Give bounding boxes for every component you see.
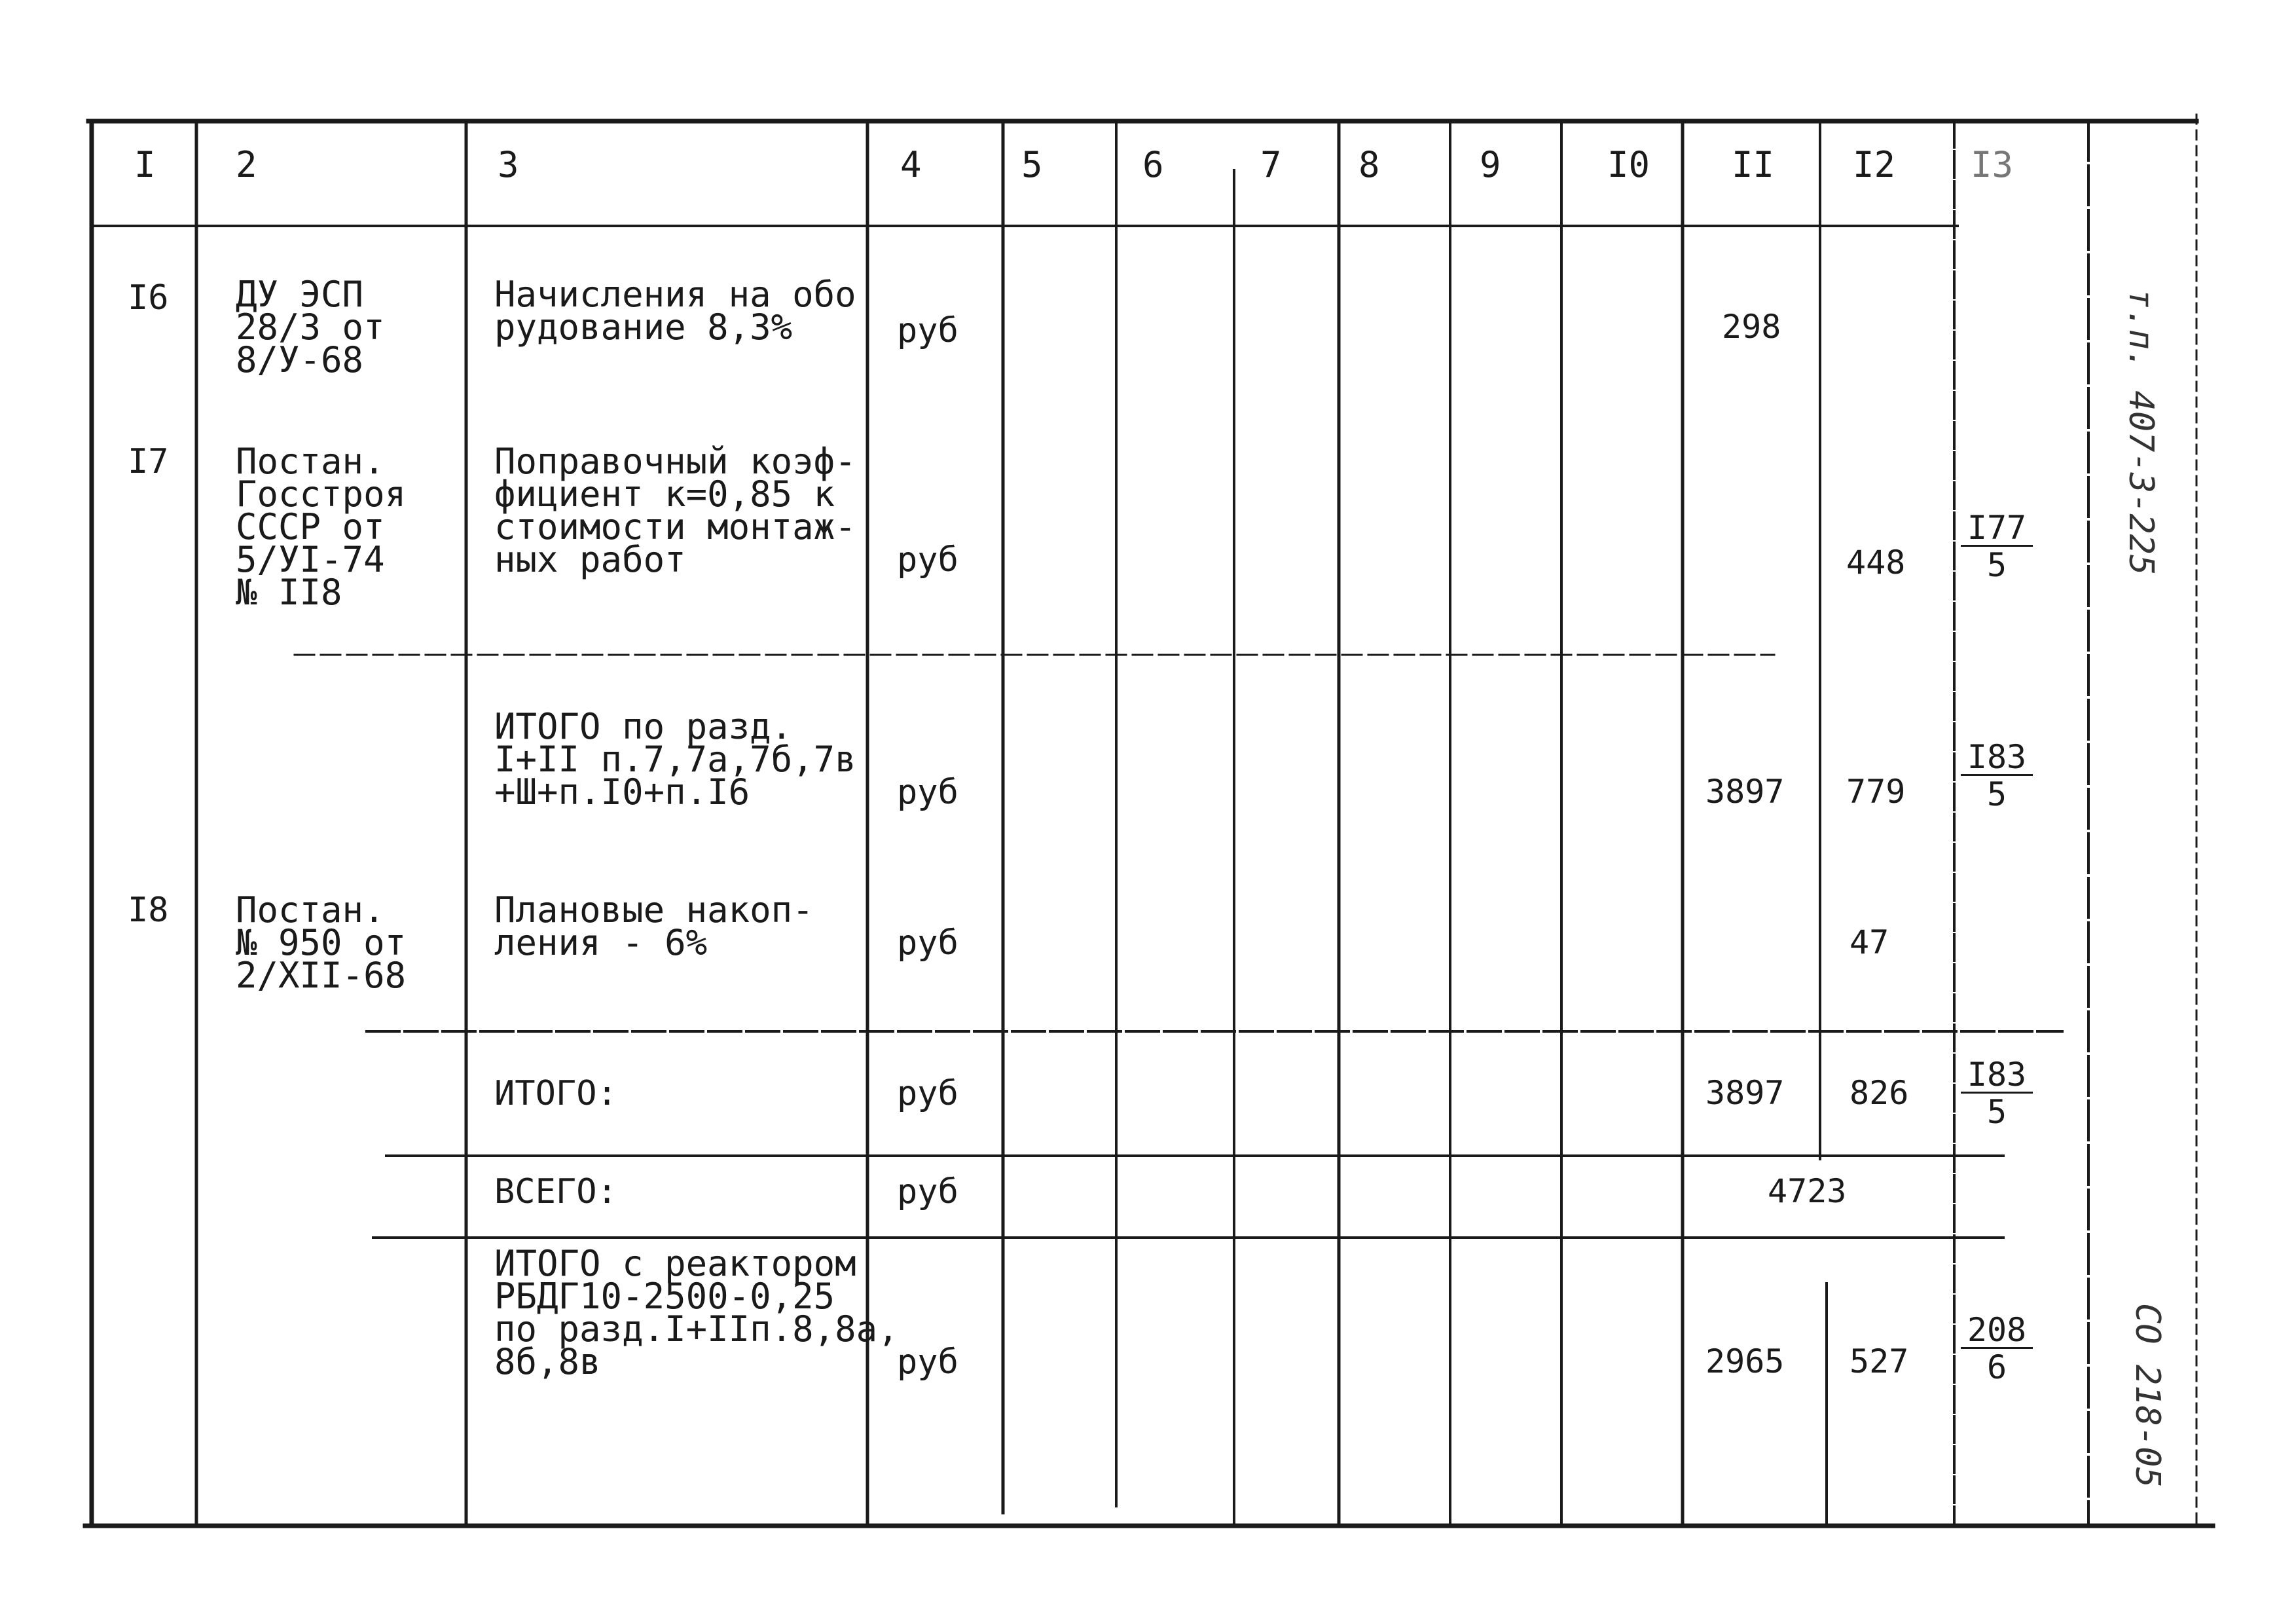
row-name: ИТОГО: <box>494 1074 617 1113</box>
fraction-numerator: I83 <box>1961 740 2033 776</box>
row-col-12: 47 <box>1850 923 1889 961</box>
row-unit: руб <box>897 1342 958 1382</box>
header-col-7: 7 <box>1260 144 1282 185</box>
row-number: I7 <box>128 442 169 481</box>
header-col-4: 4 <box>900 144 922 185</box>
header-col-12: I2 <box>1853 144 1896 185</box>
header-col-13: I3 <box>1971 144 2014 185</box>
fraction-denominator: 5 <box>1986 775 2007 813</box>
header-col-1: I <box>134 144 156 185</box>
header-col-6: 6 <box>1142 144 1164 185</box>
row-basis: Постан. Госстроя СССР от 5/УI-74 № II8 <box>236 441 407 613</box>
row-col-12: 448 <box>1846 544 1906 581</box>
row-col-11: 3897 <box>1705 773 1785 811</box>
row-name: ИТОГО с реактором РБДГ10-2500-0,25 по разд.I+IIп.8,8а, 8б,8в <box>494 1243 899 1382</box>
fraction-numerator: 208 <box>1961 1313 2033 1349</box>
side-stamp-top: т.п. 407-3-225 <box>2121 288 2160 576</box>
row-unit: руб <box>897 311 958 350</box>
header-col-3: 3 <box>498 144 519 185</box>
row-col-11: 298 <box>1722 308 1781 346</box>
row-unit: руб <box>897 1074 958 1113</box>
row-name: Плановые накоп- ления - 6% <box>494 889 814 963</box>
row-col-11: 2965 <box>1705 1342 1785 1380</box>
grand-total: 4723 <box>1768 1172 1847 1210</box>
row-col-12: 527 <box>1850 1342 1909 1380</box>
row-name: Поправочный коэф- фициент к=0,85 к стоимости монтаж- ных работ <box>494 441 856 580</box>
header-col-9: 9 <box>1480 144 1501 185</box>
row-unit: руб <box>897 540 958 580</box>
row-basis: Постан. № 950 от 2/XII-68 <box>236 889 407 996</box>
row-col-12: 779 <box>1846 773 1906 811</box>
fraction-numerator: I83 <box>1961 1058 2033 1094</box>
side-stamp-bottom: СО 218-05 <box>2128 1303 2167 1488</box>
row-col-13 <box>1961 740 2033 813</box>
row-basis: ДУ ЭСП 28/3 от 8/У-68 <box>236 274 385 380</box>
row-col-11: 3897 <box>1705 1074 1785 1112</box>
row-number: I6 <box>128 278 169 318</box>
fraction-denominator: 6 <box>1986 1348 2007 1386</box>
fraction-numerator: I77 <box>1961 511 2033 547</box>
row-unit: руб <box>897 773 958 812</box>
header-col-8: 8 <box>1358 144 1380 185</box>
row-col-13 <box>1961 1313 2033 1386</box>
fraction-denominator: 5 <box>1986 1093 2007 1131</box>
header-col-10: I0 <box>1607 144 1650 185</box>
row-col-13 <box>1961 511 2033 583</box>
row-number: I8 <box>128 891 169 930</box>
row-name: ИТОГО по разд. I+II п.7,7а,7б,7в +Ш+п.I0+п.I6 <box>494 706 856 813</box>
row-unit: руб <box>897 923 958 963</box>
row-unit: руб <box>897 1172 958 1211</box>
row-col-13 <box>1961 1058 2033 1130</box>
row-name: Начисления на обо рудование 8,3% <box>494 274 856 348</box>
row-name: ВСЕГО: <box>494 1172 617 1211</box>
header-col-11: II <box>1732 144 1775 185</box>
header-col-2: 2 <box>236 144 257 185</box>
fraction-denominator: 5 <box>1986 546 2007 584</box>
row-col-12: 826 <box>1850 1074 1909 1112</box>
header-col-5: 5 <box>1021 144 1043 185</box>
